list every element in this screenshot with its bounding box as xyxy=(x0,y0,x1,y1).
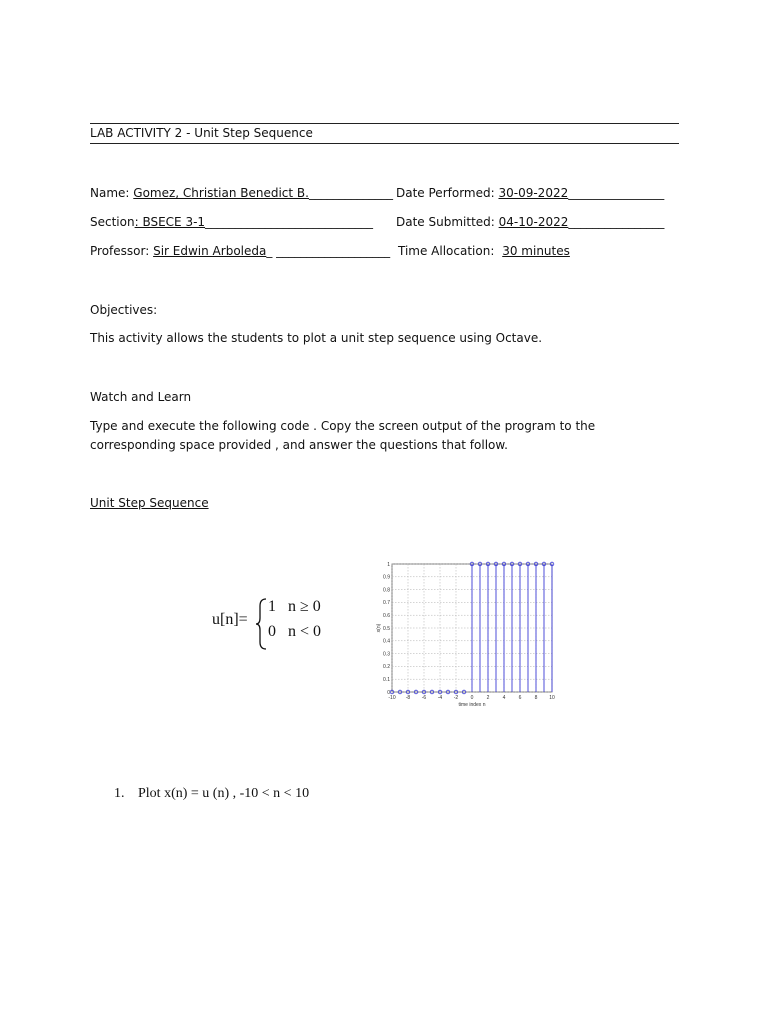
watch-line-1: Type and execute the following code . Copy the screen output of the program to the xyxy=(90,419,596,433)
x-tick-label: -6 xyxy=(421,695,427,701)
section-value: : BSECE 3-1 xyxy=(134,215,206,229)
name-row xyxy=(90,186,393,200)
professor-value: Sir Edwin Arboleda xyxy=(153,244,267,258)
y-tick-label: 0.1 xyxy=(383,677,390,683)
unit-step-plot xyxy=(370,558,560,708)
equation-case1-condition: n ≥ 0 xyxy=(288,598,321,615)
y-tick-label: 0.6 xyxy=(383,613,390,619)
equation-case2-condition: n < 0 xyxy=(288,623,322,640)
x-tick-label: 8 xyxy=(534,695,538,701)
equation-brace xyxy=(255,598,269,650)
y-tick-label: 0 xyxy=(387,689,390,696)
unit-step-equation xyxy=(212,596,352,652)
date-submitted-fill: ________________ xyxy=(568,215,665,229)
header-top-rule xyxy=(90,123,679,124)
name-fill: ______________ xyxy=(308,186,393,200)
y-axis-label: x(n) xyxy=(376,623,382,633)
question-1-number: 1. xyxy=(114,786,125,801)
y-tick-label: 0.5 xyxy=(383,625,390,632)
x-tick-label: -8 xyxy=(405,695,411,701)
objectives-heading: Objectives: xyxy=(90,303,158,317)
y-tick-label: 0.3 xyxy=(383,651,390,658)
date-performed-value: 30-09-2022 xyxy=(498,186,569,200)
equation-case1-value: 1 xyxy=(268,598,276,615)
page-title: LAB ACTIVITY 2 - Unit Step Sequence xyxy=(90,126,313,140)
y-tick-label: 0.8 xyxy=(383,587,390,594)
equation-lhs: u[n]= xyxy=(212,611,248,628)
time-allocation-row xyxy=(398,244,570,258)
x-tick-label: 10 xyxy=(549,695,555,701)
x-tick-label: -4 xyxy=(437,695,443,701)
time-allocation-value: 30 minutes xyxy=(502,244,570,258)
name-value: Gomez, Christian Benedict B. xyxy=(133,186,309,200)
header-bottom-rule xyxy=(90,143,679,144)
date-performed-label: Date Performed: xyxy=(396,186,495,200)
x-tick-label: 2 xyxy=(486,695,490,701)
watch-line-2: corresponding space provided , and answer the questions that follow. xyxy=(90,438,508,452)
x-axis-label: time index n xyxy=(458,702,486,708)
x-tick-label: -2 xyxy=(453,695,459,701)
section-label: Section xyxy=(90,215,135,229)
unit-step-heading: Unit Step Sequence xyxy=(90,496,209,510)
date-performed-row xyxy=(396,186,664,200)
time-allocation-label: Time Allocation: xyxy=(398,244,495,258)
professor-label: Professor: xyxy=(90,244,150,258)
name-label: Name: xyxy=(90,186,130,200)
equation-case2-value: 0 xyxy=(268,623,276,640)
x-tick-label: 6 xyxy=(518,695,522,701)
y-tick-label: 0.2 xyxy=(383,664,390,671)
y-tick-label: 0.4 xyxy=(383,638,390,645)
date-submitted-label: Date Submitted: xyxy=(396,215,495,229)
date-submitted-value: 04-10-2022 xyxy=(498,215,569,229)
y-tick-label: 1 xyxy=(387,561,390,568)
professor-fill: _ ___________________ xyxy=(266,244,391,258)
y-tick-label: 0.9 xyxy=(383,574,390,581)
objectives-text: This activity allows the students to plot a unit step sequence using Octave. xyxy=(90,331,543,345)
y-tick-label: 0.7 xyxy=(383,600,390,607)
watch-heading: Watch and Learn xyxy=(90,390,192,404)
date-submitted-row xyxy=(396,215,664,229)
section-fill: ____________________________ xyxy=(205,215,374,229)
date-performed-fill: ________________ xyxy=(568,186,665,200)
question-1-text: Plot x(n) = u (n) , -10 < n < 10 xyxy=(138,786,310,801)
question-1 xyxy=(114,786,309,802)
x-tick-label: -10 xyxy=(388,695,396,701)
section-row xyxy=(90,215,373,229)
professor-row xyxy=(90,244,390,258)
x-tick-label: 4 xyxy=(502,695,506,701)
x-tick-label: 0 xyxy=(470,695,474,701)
